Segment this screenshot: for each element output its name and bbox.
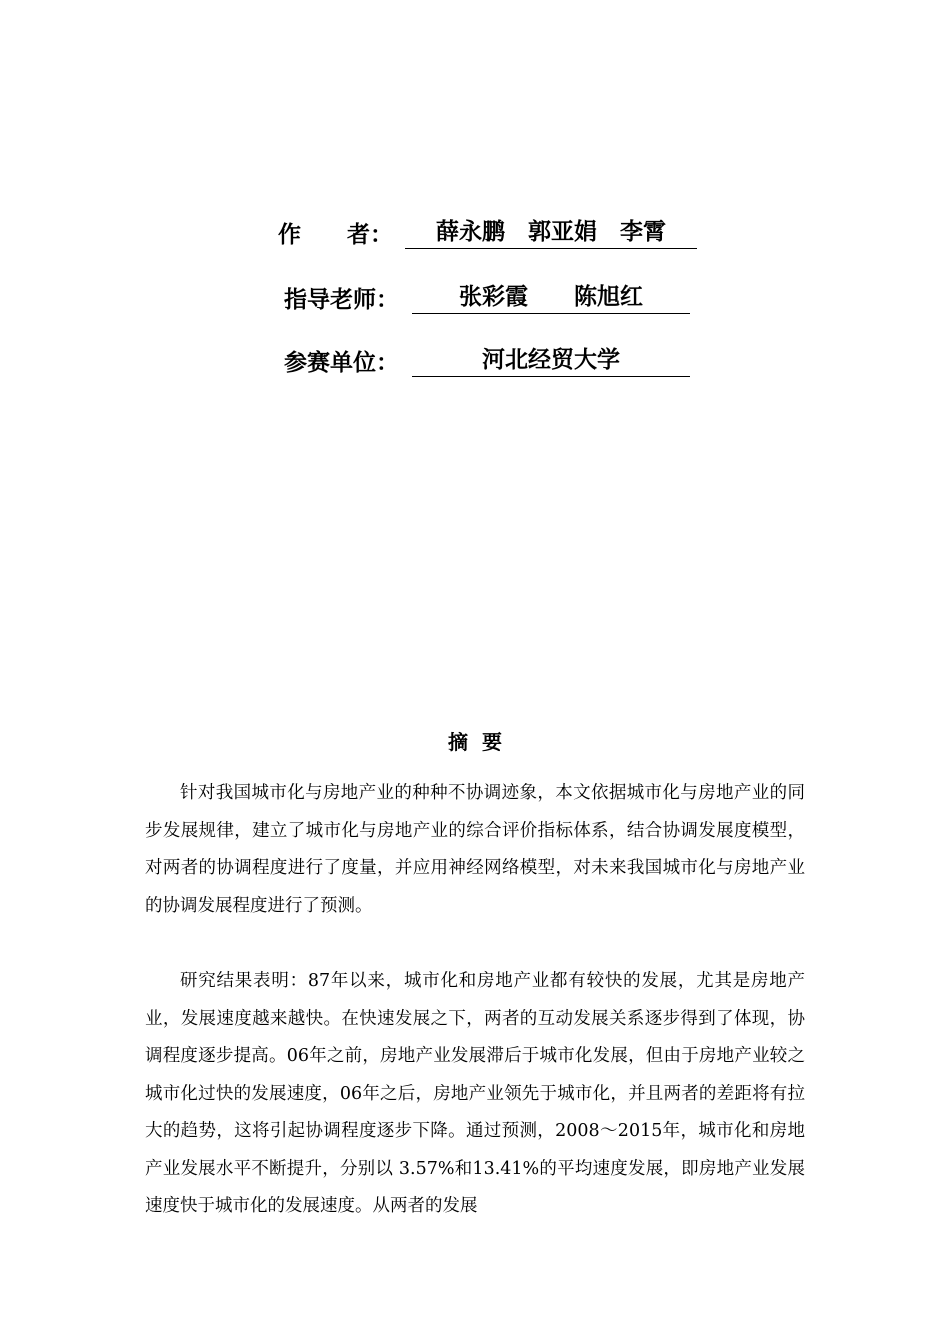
authors-value: 薛永鹏 郭亚娟 李霄 <box>405 215 697 249</box>
authors-row <box>0 215 950 255</box>
advisors-value: 张彩霞 陈旭红 <box>412 280 690 314</box>
unit-row <box>0 343 950 383</box>
abstract-paragraph-2: 研究结果表明：87年以来，城市化和房地产业都有较快的发展，尤其是房地产业，发展速度越来越快。在快速发展之下，两者的互动发展关系逐步得到了体现，协调程度逐步提高。06年之前，房地产业发展滞后于城市化发展，但由于房地产业较之城市化过快的发展速度，06年之后，房地产业领先于城市化，并且两者的差距将有拉大的趋势，这将引起协调程度逐步下降。通过预测，2008～2015年，城市化和房地产业发展水平不断提升，分别以 3.57%和13.41%的平均速度发展，即房地产业发展速度快于城市化的发展速度。从两者的发展 <box>145 971 805 1216</box>
advisors-row <box>0 280 950 320</box>
advisors-label: 指导老师： <box>284 287 399 313</box>
unit-value: 河北经贸大学 <box>412 343 690 377</box>
unit-label: 参赛单位： <box>284 350 399 376</box>
abstract-paragraph-1: 针对我国城市化与房地产业的种种不协调迹象，本文依据城市化与房地产业的同步发展规律，建立了城市化与房地产业的综合评价指标体系，结合协调发展度模型，对两者的协调程度进行了度量，并应用神经网络模型，对未来我国城市化与房地产业的协调发展程度进行了预测。 <box>145 783 805 916</box>
abstract-title: 摘要 <box>448 730 516 754</box>
authors-label: 作 者： <box>278 222 393 248</box>
